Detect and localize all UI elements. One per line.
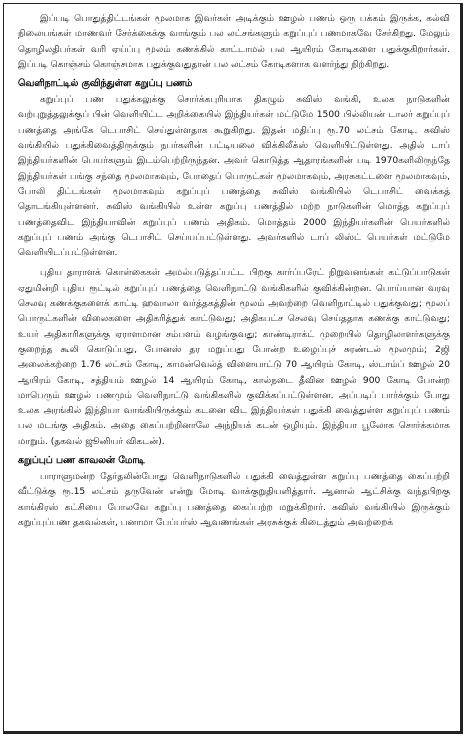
paragraph-corporate-scams: புதிய தாராளக் கொள்கைகள் அமல்படுத்தப்பட்ட பிறகு கார்ப்பரேட் நிறுவனங்கள் கட்டுப்பாடுகள் ஏதுமின்றி புதிய ரூட்டில் கறுப்புப் பணத்தை வெளிநாட்டு வங்கிகளில் குவிக்கின்றன. பொய்யான வரவு செலவு கணக்குகளைக் காட்டி ஹவாலா வர்த்தகத்தின் மூலம் அவற்றை வெளிநாட்டில் பதுக்குவது; மூலப் பொருட்களின் விலைகளை அதிகரித்துக் காட்டுவது; அதிகபட்ச செலவு செய்ததாக கணக்கு காட்டுவது; உயர் அதிகாரிகளுக்கு ஏராளமான சம்பளம் வழங்குவது; காண்டிராக்ட் முறையில் தொழிலாளர்களுக்கு குறைந்த கூலி கொடுப்பது, போனஸ் தர மறுப்பது போன்ற உழைப்புச் சுரண்டல் மூலமும்; 2ஜி அலைக்கற்றை 1.76 லட்சம் கோடி, காமன்வெல்த் விளையாட்டு 70 ஆயிரம் கோடி, ஸ்டாம்ப் ஊழல் 20 ஆயிரம் கோடி, சத்தியம் ஊழல் 14 ஆயிரம் கோடி, கால்நடை தீவின ஊழல் 900 கோடி போன்ற மாபெரும் ஊழல் பணமும் வெளிநாட்டு வங்கிகளில் குவிக்கப்பட்டுள்ளன. அப்படிப் பார்க்கும் போது உலக அரங்கில் இந்தியா வாங்கியிருக்கும் கடனை விட இந்தியர்கள் பதுக்கி வைத்துள்ள கறுப்புப் பணம் பல மடங்கு அதிகம். அதை கைப்பற்றினாலே அந்நியக் கடன் ஒழியும். இந்தியா பூலோக சொர்க்கமாக மாறும். (தகவல் ஜூனியர் விகடன்). [18,268,450,447]
page-frame [3,3,463,734]
paragraph-intro: இப்படி பொதுத்திட்டங்கள் மூலமாக இவர்கள் அடிக்கும் ஊழல் பணம் ஒரு பக்கம் இருக்க, கல்வி நிலையங்கள் மாணவர் சேர்க்கைக்கு வாங்கும் பல லட்சங்களும் கறுப்புப் பணமாகவே சேர்கிறது. மேலும் தொழிலதிபர்கள் வரி ஏய்ப்பு மூலம் கணக்கில் காட்டாமல் பல ஆயிரம் கோடிகளை பதுக்குகிறார்கள். இப்படி கொஞ்சம் கொஞ்சமாக பதுக்குவதுதான் பல லட்சம் கோடிகளாக வளர்ந்து நிற்கிறது. [18,14,450,70]
article-body [18,12,450,531]
section-heading-foreign-black-money: வெளிநாட்டில் குவிந்துள்ள கறுப்பு பணம் [18,78,193,90]
paragraph-swiss-bank: கறுப்புப் பண பதுக்கலுக்கு சொர்க்கபுரியாக திகழும் சுவிஸ் வங்கி, உலக நாடுகளின் வற்புறுத்தலுக்குப் பின் வெளியிட்ட அறிக்கையில் இந்தியர்கள் மட்டுமே 1500 பில்லியன் டாலர் கறுப்புப் பணத்தை அங்கே டெபாசிட் செய்துள்ளதாக கூறுகிறது. இதன் மதிப்பு ரூ.70 லட்சம் கோடி. சுவிஸ் வங்கியில் பதுக்கிவைத்திருக்கும் நபர்களின் பட்டியலை விக்கிலீக்ஸ் வெளியிட்டுள்ளது. அதில் டாப் இந்தியர்களின் பெயர்களும் இடம்பெற்றிருந்தன. அவர் கொடுத்த ஆதாரங்களின் படி 1970களிலிருந்தே இந்தியர்கள் பங்கு சந்தை மூலமாகவும், போதைப் பொருட்கள் மூலமாகவும், அரசுகட்டளை மூலமாகவும், போலி திட்டங்கள் மூலமாகவும் கறுப்புப் பணத்தை சுவிஸ் வங்கியில் டெபாசிட் வைக்கத் தொடங்கியுள்ளனர். சுவிஸ் வங்கியில் உள்ள கறுப்பு பணத்தில் மற்ற நாடுகளின் மொத்த கறுப்புப் பணத்தைவிட இந்தியாவின் கறுப்புப் பணம் அதிகம். மொத்தம் 2000 இந்தியர்களின் பெயர்களில் கறுப்புப் பணம் அங்கு டெபாசிட் செய்யப்பட்டுள்ளது. அவர்களில் டாப் லிஸ்ட் பெயர்கள் மட்டுமே வெளியிடப்பட்டுள்ளன. [18,95,450,259]
section-heading-modi: கறுப்புப் பண காவலன் மோடி [18,455,145,467]
paragraph-election-promise: பாராளுமன்ற தேர்தலின்போது வெளிநாடுகளில் பதுக்கி வைத்துள்ள கறுப்பு பணத்தை கைப்பற்றி வீட்டுக்கு ரூ.15 லட்சம் தருவேன் என்று மோடி வாக்குறுதியளித்தார். ஆனால் ஆட்சிக்கு வந்தபிறகு காங்கிரஸ் கட்சியை போலவே கறுப்பு பணத்தை கைப்பற்ற மறுக்கிறார். சுவிஸ் வங்கியில் இருக்கும் கறுப்புப்பண தகவல்கள், பனாமா பேப்பர்ஸ் ஆவணங்கள் அரசுக்குக் கிடைத்தும் அவற்றைக் [18,472,450,528]
